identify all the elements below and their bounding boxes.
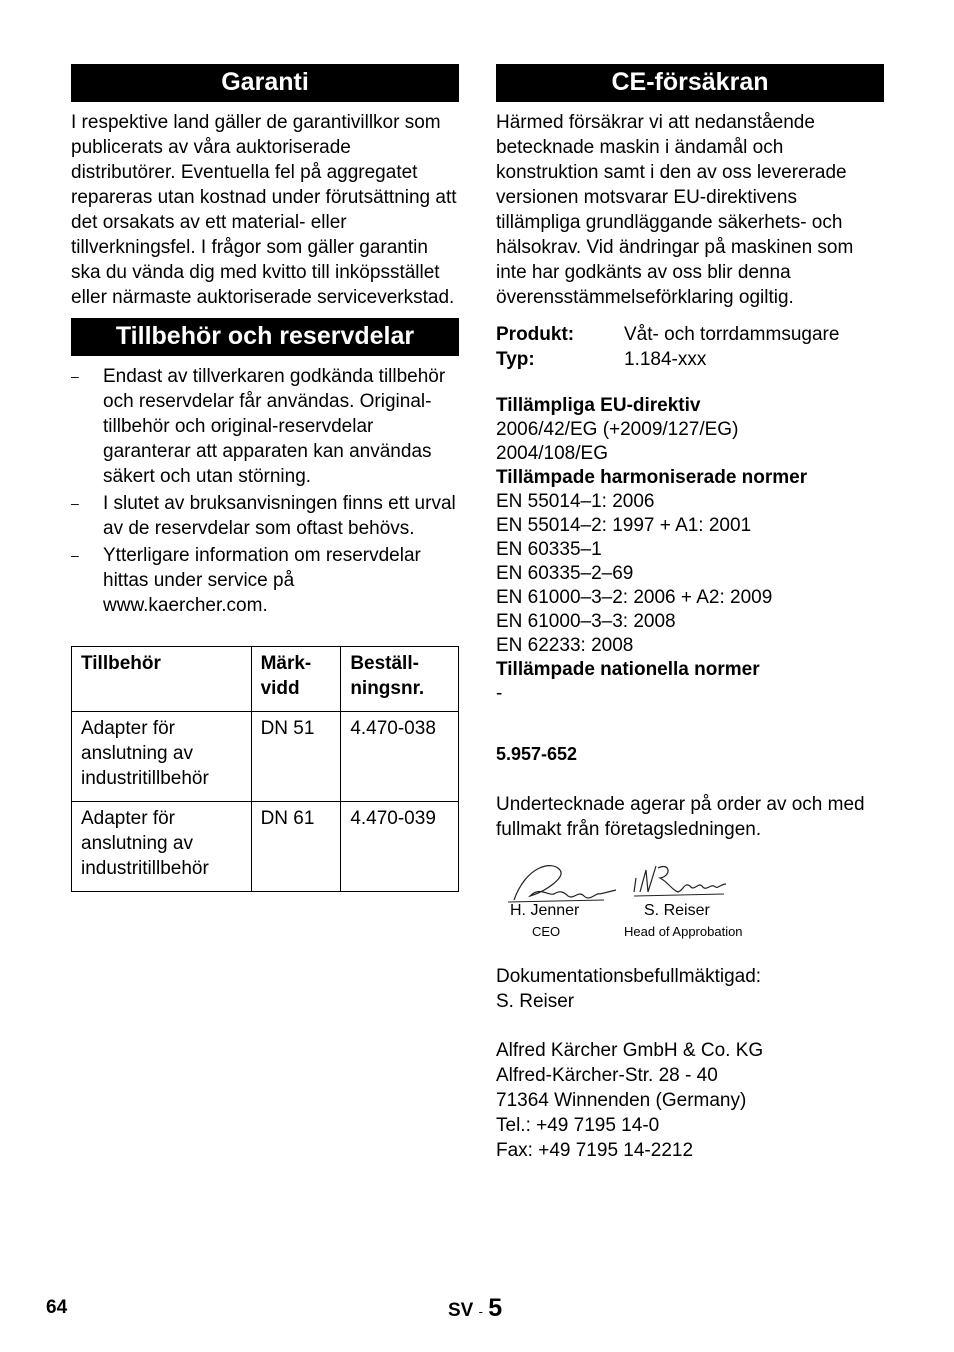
eu-directive-item: 2004/108/EG <box>496 443 608 464</box>
harmonised-item: EN 62233: 2008 <box>496 635 634 656</box>
representative-name: S. Reiser <box>496 991 575 1012</box>
doc-number: 5.957-652 <box>496 744 578 764</box>
harmonised-item: EN 61000–3–2: 2006 + A2: 2009 <box>496 587 773 608</box>
product-row <box>496 322 884 347</box>
section-indicator <box>448 1294 502 1323</box>
harmonised-item: EN 55014–2: 1997 + A1: 2001 <box>496 515 752 536</box>
bullet-text: Endast av tillverkaren godkända tillbehör och reservdelar får användas. Original-tillbehör och original-reservdelar garanterar att apparaten kan användas säkert och utan störning. <box>103 366 446 487</box>
handwritten-signature-icon <box>624 856 734 906</box>
signatory-role: Head of Approbation <box>624 924 743 939</box>
bullet-text: Ytterligare information om reservdelar hittas under service på www.kaercher.com. <box>103 545 421 616</box>
product-label: Produkt: <box>496 324 575 345</box>
list-item <box>71 543 459 618</box>
national-value: - <box>496 683 503 704</box>
eu-directive-item: 2006/42/EG (+2009/127/EG) <box>496 419 739 440</box>
signatory-name: S. Reiser <box>644 902 710 919</box>
tillbehor-heading: Tillbehör och reservdelar <box>71 318 459 356</box>
harmonised-item: EN 60335–1 <box>496 539 602 560</box>
table-cell: 4.470-039 <box>341 802 459 892</box>
authority-text: Undertecknade agerar på order av och med fullmakt från företagsledningen. <box>496 794 865 840</box>
page-number: 64 <box>46 1297 68 1318</box>
ce-intro: Härmed försäkrar vi att nedanstående betecknade maskin i ändamål och konstruktion samt i den av oss levererade versionen motsvarar EU-direktivens tillämpliga grundläggande säkerhets- och hälsokrav. Vid ändringar på maskinen som inte har godkänts av oss blir denna överensstämmelseförklaring ogiltig. <box>496 112 854 308</box>
address-line: Alfred Kärcher GmbH & Co. KG <box>496 1040 764 1061</box>
dash-bullet: – <box>71 547 79 563</box>
table-cell: DN 61 <box>251 802 341 892</box>
bullet-text: I slutet av bruksanvisningen finns ett urval av de reservdelar som oftast behövs. <box>103 493 456 539</box>
garanti-text: I respektive land gäller de garantivillkor som publicerats av våra auktoriserade distributörer. Eventuella fel på aggregatet repareras utan kostnad under förutsättning att det orsakats av ett material- eller tillverkningsfel. I frågor som gäller garantin ska du vända dig med kvitto till inköpsstället eller närmaste auktoriserade serviceverkstad. <box>71 112 457 308</box>
address-line: Fax: +49 7195 14-2212 <box>496 1140 694 1161</box>
representative-block <box>496 964 884 1014</box>
header-cell-bestallningsnr: Beställ-ningsnr. <box>341 647 459 712</box>
list-item <box>71 491 459 541</box>
section-number: 5 <box>488 1294 503 1322</box>
representative-label: Dokumentationsbefullmäktigad: <box>496 966 762 987</box>
address-line: Tel.: +49 7195 14-0 <box>496 1115 660 1136</box>
table-header-row <box>72 647 459 712</box>
accessories-table <box>71 646 459 892</box>
product-info <box>496 322 884 372</box>
harmonised-heading: Tillämpade harmoniserade normer <box>496 467 808 488</box>
table-cell: Adapter för anslutning av industritillbehör <box>72 712 252 802</box>
right-column <box>496 64 884 1163</box>
harmonised-item: EN 60335–2–69 <box>496 563 634 584</box>
address-line: 71364 Winnenden (Germany) <box>496 1090 747 1111</box>
type-row <box>496 347 884 372</box>
tillbehor-bullet-list <box>71 364 459 618</box>
table-row <box>72 712 459 802</box>
table-cell: DN 51 <box>251 712 341 802</box>
harmonised-item: EN 61000–3–3: 2008 <box>496 611 676 632</box>
table-cell: Adapter för anslutning av industritillbehör <box>72 802 252 892</box>
national-heading: Tillämpade nationella normer <box>496 659 760 680</box>
type-label: Typ: <box>496 349 535 370</box>
ce-heading: CE-försäkran <box>496 64 884 102</box>
left-column <box>71 64 459 892</box>
signatory-name: H. Jenner <box>510 902 580 919</box>
garanti-heading: Garanti <box>71 64 459 102</box>
address-block <box>496 1038 884 1163</box>
header-cell-tillbehor: Tillbehör <box>72 647 252 712</box>
language-code: SV <box>448 1300 474 1321</box>
header-cell-markvidd: Märk-vidd <box>251 647 341 712</box>
harmonised-item: EN 55014–1: 2006 <box>496 491 655 512</box>
type-value: 1.184-xxx <box>624 349 707 370</box>
signature-jenner <box>504 856 624 939</box>
eu-directives-heading: Tillämpliga EU-direktiv <box>496 395 701 416</box>
product-value: Våt- och torrdammsugare <box>624 324 840 345</box>
list-item <box>71 364 459 489</box>
dash-bullet: – <box>71 495 79 511</box>
dash-bullet: – <box>71 368 79 384</box>
table-row <box>72 802 459 892</box>
signatory-role: CEO <box>532 924 561 939</box>
table-cell: 4.470-038 <box>341 712 459 802</box>
separator: - <box>478 1304 483 1319</box>
address-line: Alfred-Kärcher-Str. 28 - 40 <box>496 1065 718 1086</box>
signature-block <box>496 856 884 952</box>
directives-block <box>496 394 884 706</box>
signature-reiser <box>624 856 754 939</box>
